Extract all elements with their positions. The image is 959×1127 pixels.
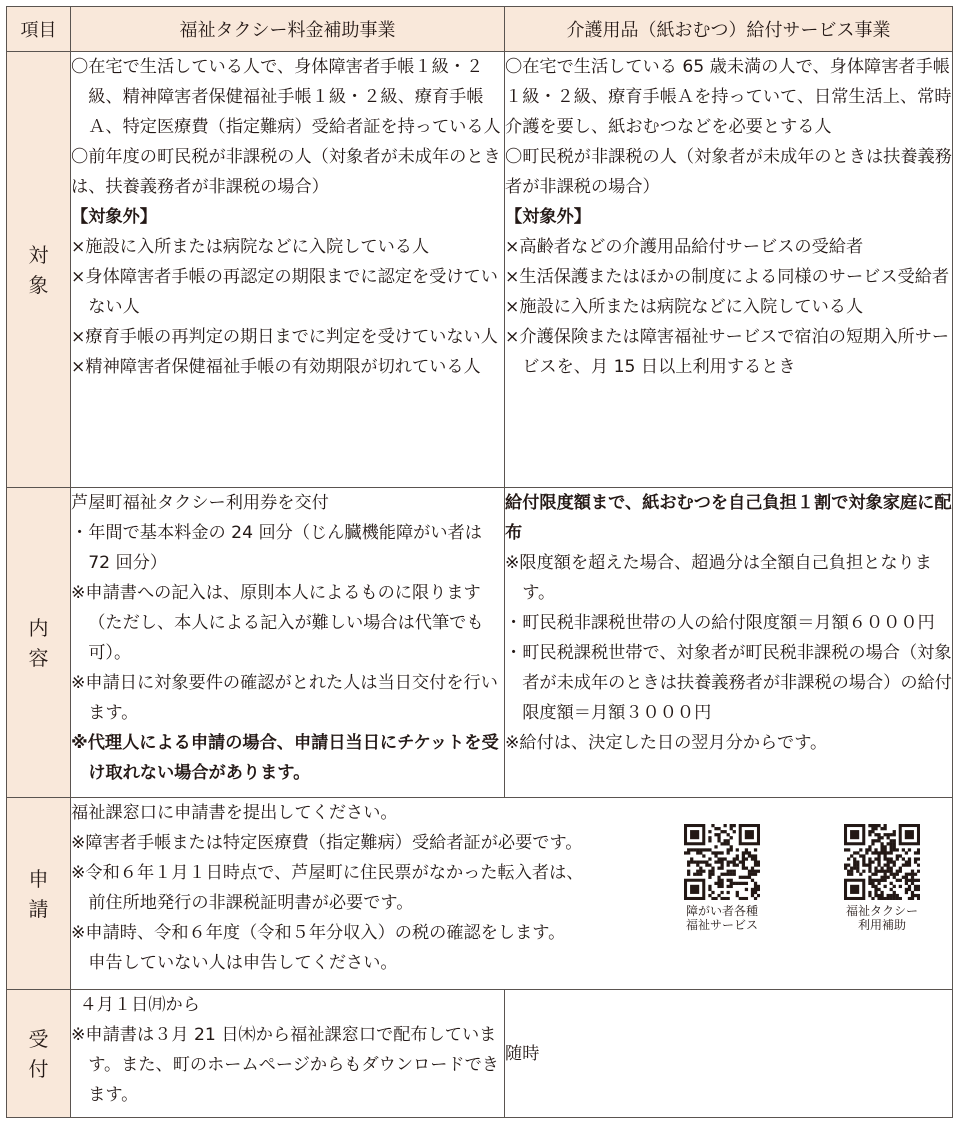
qr-caption: 障がい者各種 (685, 904, 758, 918)
reception-taxi-cell (71, 990, 505, 1118)
text-line: 〇在宅で生活している 65 歳未満の人で、身体障害者手帳１級・２級、療育手帳Ａを持っていて、日常生活上、常時介護を要し、紙おむつなどを必要とする人 (505, 57, 952, 137)
service-table (6, 6, 953, 1118)
label-char: 容 (28, 645, 49, 670)
label-char: 請 (28, 896, 49, 921)
text-line: ※限度額を超えた場合、超過分は全額自己負担となります。 (505, 553, 932, 603)
header-row (7, 7, 953, 52)
text-line: ※申請書は３月 21 日㈭から福祉課窓口で配布しています。また、町のホームページからもダウンロードできます。 (71, 1025, 499, 1105)
text-line: ×介護保険または障害福祉サービスで宿泊の短期入所サービスを、月 15 日以上利用するとき (505, 327, 950, 377)
header-diaper: 介護用品（紙おむつ）給付サービス事業 (505, 7, 953, 52)
row-apply (7, 798, 953, 990)
text-line: 前住所地発行の非課税証明書が必要です。 (88, 893, 414, 913)
text-line: ※代理人による申請の場合、申請日当日にチケットを受け取れない場合があります。 (71, 733, 499, 783)
label-content (7, 488, 71, 798)
target-diaper-cell (505, 52, 953, 488)
reception-taxi-list (71, 990, 504, 1110)
text-line: 申告していない人は申告してください。 (88, 953, 398, 973)
label-target (7, 52, 71, 488)
text-line: ※給付は、決定した日の翌月分からです。 (505, 733, 828, 753)
row-reception (7, 990, 953, 1118)
text-line: ※申請時、令和６年度（令和５年分収入）の税の確認をします。 (71, 923, 566, 943)
text-line: ・町民税非課税世帯の人の給付限度額＝月額６０００円 (505, 613, 935, 633)
qr-caption: 福祉タクシー (845, 904, 918, 918)
label-char: 付 (28, 1056, 49, 1081)
reception-diaper-text: 随時 (505, 1043, 540, 1064)
text-line: 給付限度額まで、紙おむつを自己負担１割で対象家庭に配布 (505, 493, 952, 543)
header-taxi: 福祉タクシー料金補助事業 (71, 7, 505, 52)
target-taxi-list (71, 52, 504, 382)
qr-caption: 利用補助 (857, 918, 906, 932)
label-char: 象 (28, 272, 49, 297)
content-taxi-list (71, 488, 504, 788)
text-line: ×高齢者などの介護用品給付サービスの受給者 (505, 237, 864, 257)
text-line: ×療育手帳の再判定の期日までに判定を受けていない人 (71, 327, 498, 347)
header-item: 項目 (7, 7, 71, 52)
content-diaper-list (505, 488, 952, 758)
label-apply (7, 798, 71, 990)
text-line: ×精神障害者保健福祉手帳の有効期限が切れている人 (71, 357, 481, 377)
qr-welfare-services[interactable] (667, 824, 777, 932)
apply-cell (71, 798, 953, 990)
text-line: ×施設に入所または病院などに入院している人 (505, 297, 864, 317)
qr-caption: 福祉サービス (685, 918, 758, 932)
text-line: 〇町民税が非課税の人（対象者が未成年のときは扶養義務者が非課税の場合） (505, 147, 952, 197)
text-line: ※申請書への記入は、原則本人によるものに限ります（ただし、本人による記入が難しい場合は代筆でも可）。 (71, 583, 484, 663)
label-char: 申 (28, 866, 49, 891)
row-target (7, 52, 953, 488)
qr-code-icon (844, 824, 920, 900)
text-line: 【対象外】 (71, 207, 157, 227)
qr-taxi-subsidy[interactable] (827, 824, 937, 932)
text-line: ×身体障害者手帳の再認定の期限までに認定を受けていない人 (71, 267, 498, 317)
text-line: ×施設に入所または病院などに入院している人 (71, 237, 430, 257)
content-diaper-cell (505, 488, 953, 798)
label-char: 内 (28, 615, 49, 640)
content-taxi-cell (71, 488, 505, 798)
qr-code-icon (684, 824, 760, 900)
text-line: 〇在宅で生活している人で、身体障害者手帳１級・２級、精神障害者保健福祉手帳１級・２級、療育手帳Ａ、特定医療費（指定難病）受給者証を持っている人 (71, 57, 501, 137)
label-char: 受 (28, 1026, 49, 1051)
text-line: 【対象外】 (505, 207, 591, 227)
text-line: ・町民税課税世帯で、対象者が町民税非課税の場合（対象者が未成年のときは扶養義務者が非課税の場合）の給付限度額＝月額３０００円 (505, 643, 952, 723)
row-content (7, 488, 953, 798)
text-line: ※令和６年１月１日時点で、芦屋町に住民票がなかった転入者は、 (71, 863, 584, 883)
apply-list (71, 798, 952, 978)
text-line: 芦屋町福祉タクシー利用券を交付 (71, 493, 329, 513)
text-line: 福祉課窓口に申請書を提出してください。 (71, 803, 398, 823)
reception-diaper-cell (505, 990, 953, 1118)
text-line: ※障害者手帳または特定医療費（指定難病）受給者証が必要です。 (71, 833, 583, 853)
text-line: ※申請日に対象要件の確認がとれた人は当日交付を行います。 (71, 673, 498, 723)
label-char: 対 (28, 242, 49, 267)
text-line: ×生活保護またはほかの制度による同様のサービス受給者 (505, 267, 950, 287)
apply-wrap (71, 798, 952, 978)
label-reception (7, 990, 71, 1118)
target-taxi-cell (71, 52, 505, 488)
text-line: 〇前年度の町民税が非課税の人（対象者が未成年のときは、扶養義務者が非課税の場合） (71, 147, 501, 197)
target-diaper-list (505, 52, 952, 382)
text-line: ４月１日㈪から (79, 995, 200, 1015)
text-line: ・年間で基本料金の 24 回分（じん臓機能障がい者は 72 回分） (71, 523, 482, 573)
